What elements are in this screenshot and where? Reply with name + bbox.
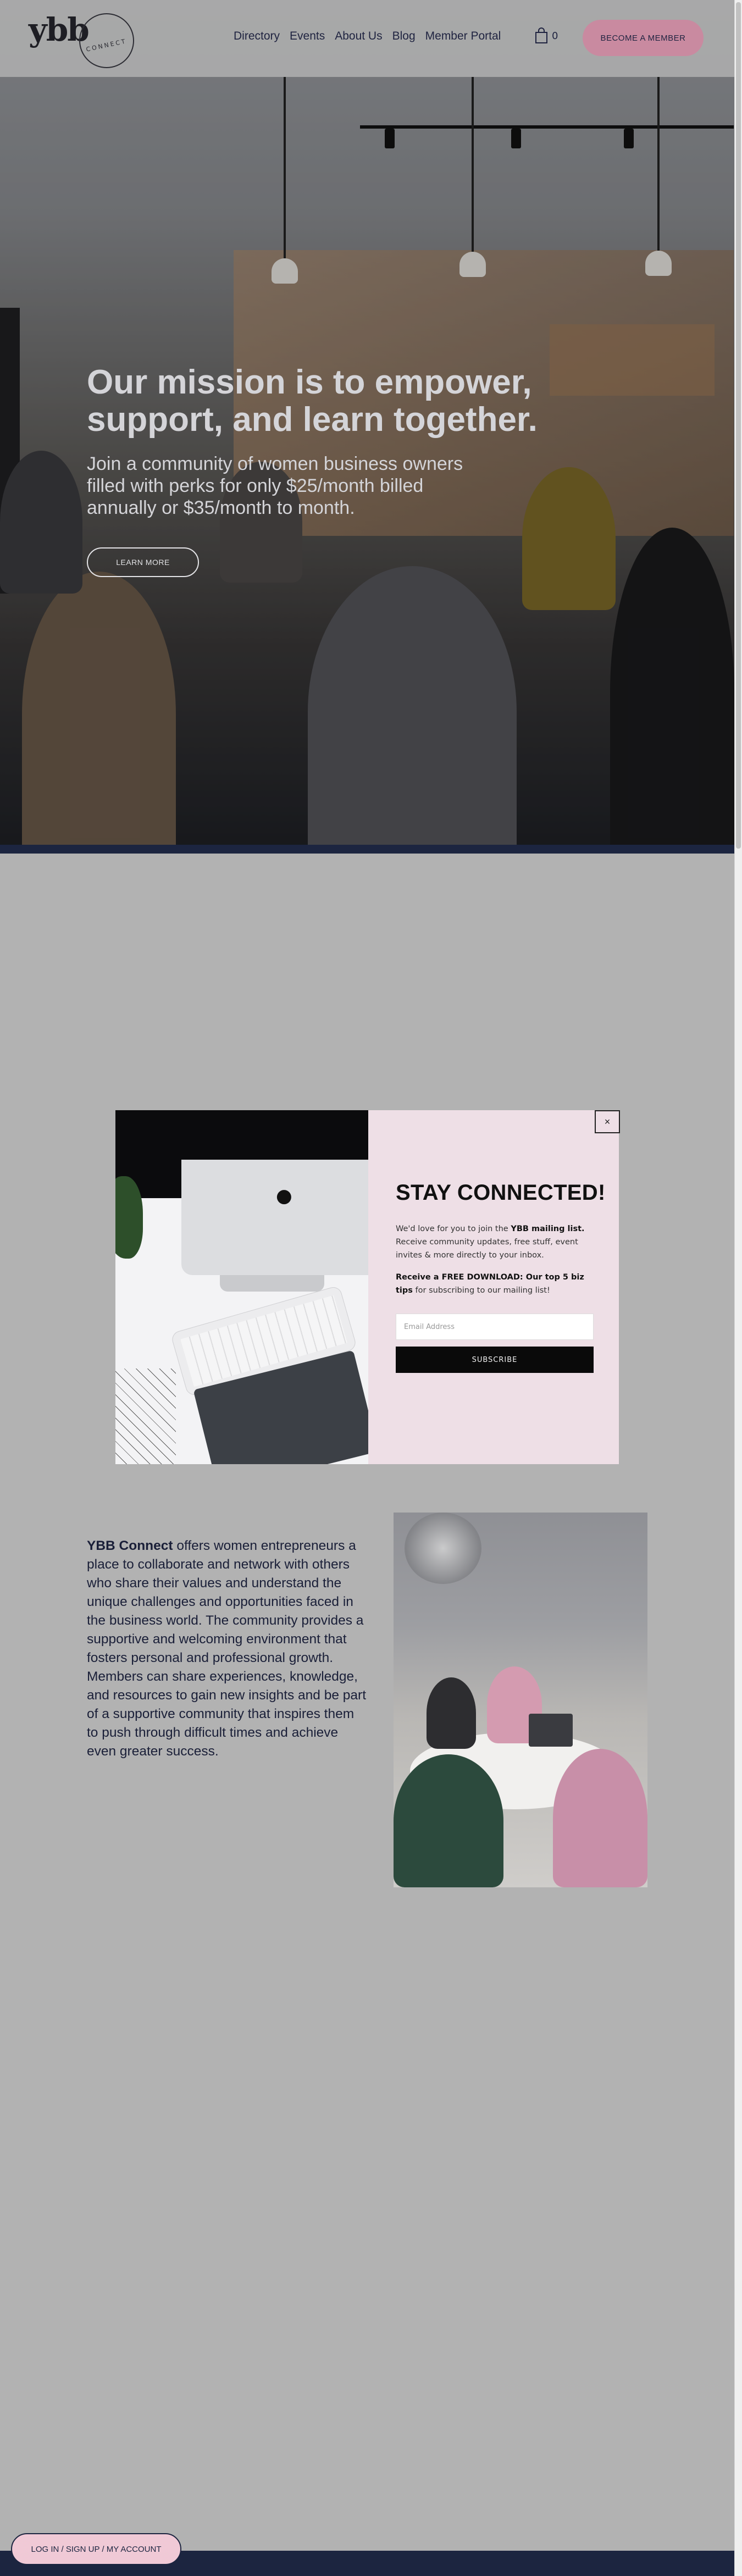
about-brand: YBB Connect	[87, 1538, 173, 1553]
scrollbar[interactable]	[734, 0, 742, 2576]
laptop	[529, 1714, 573, 1747]
subscribe-button[interactable]: SUBSCRIBE	[396, 1347, 594, 1373]
close-icon[interactable]: ×	[595, 1110, 620, 1133]
site-header	[0, 0, 734, 77]
modal-monitor	[181, 1160, 368, 1275]
nav-directory[interactable]: Directory	[234, 30, 280, 42]
community-meeting-image	[394, 1513, 647, 1887]
meeting-person	[427, 1677, 476, 1749]
nav-about-us[interactable]: About Us	[335, 30, 383, 42]
modal-grid-pattern	[115, 1369, 176, 1464]
scrollbar-thumb[interactable]	[736, 2, 741, 849]
nav-events[interactable]: Events	[290, 30, 325, 42]
modal-content	[368, 1110, 619, 1464]
chandelier	[405, 1513, 481, 1584]
nav-member-portal[interactable]: Member Portal	[425, 30, 501, 42]
logo-text: ybb	[29, 11, 88, 48]
hero-text-block	[87, 364, 560, 519]
modal-title: STAY CONNECTED!	[396, 1181, 606, 1205]
hero-subtitle: Join a community of women business owners filled with perks for only $25/month billed annually or $35/month to month.	[87, 453, 463, 518]
become-a-member-button[interactable]: BECOME A MEMBER	[583, 20, 704, 56]
logo-ring-text: CONNECT	[85, 37, 128, 53]
hero-bottom-bar	[0, 845, 734, 854]
email-field[interactable]	[396, 1314, 594, 1340]
modal-download-text: Receive a FREE DOWNLOAD: Our top 5 biz tips for subscribing to our mailing list!	[396, 1273, 584, 1295]
logo[interactable]	[29, 11, 128, 66]
shopping-bag-icon	[534, 27, 549, 44]
cart-count: 0	[552, 30, 558, 42]
about-body: offers women entrepreneurs a place to collaborate and network with others who share their values and understand the unique challenges and opportunities faced in the business world. The community provides a supportive and welcoming environment that fosters personal and professional growth. Members can share experiences, knowledge, and resources to gain new insights and be part of a supportive community that inspires them to push through difficult times and achieve even greater success.	[87, 1538, 367, 1759]
meeting-person	[553, 1749, 647, 1887]
main-nav	[234, 30, 501, 43]
cart-button[interactable]	[534, 27, 558, 44]
learn-more-button[interactable]: LEARN MORE	[87, 547, 199, 577]
account-button[interactable]: LOG IN / SIGN UP / MY ACCOUNT	[11, 2533, 181, 2565]
modal-intro-text: We'd love for you to join the YBB mailing list. Receive community updates, free stuff, event invites & more directly to your inbox.	[396, 1225, 585, 1260]
apple-logo-icon: ●	[276, 1185, 292, 1207]
modal-monitor-stand	[220, 1275, 324, 1292]
modal-desk-image	[115, 1110, 368, 1464]
meeting-person	[394, 1754, 503, 1887]
about-paragraph	[87, 1537, 367, 1761]
nav-blog[interactable]: Blog	[392, 30, 416, 42]
newsletter-modal	[115, 1110, 619, 1464]
hero-title: Our mission is to empower, support, and learn together.	[87, 363, 538, 439]
